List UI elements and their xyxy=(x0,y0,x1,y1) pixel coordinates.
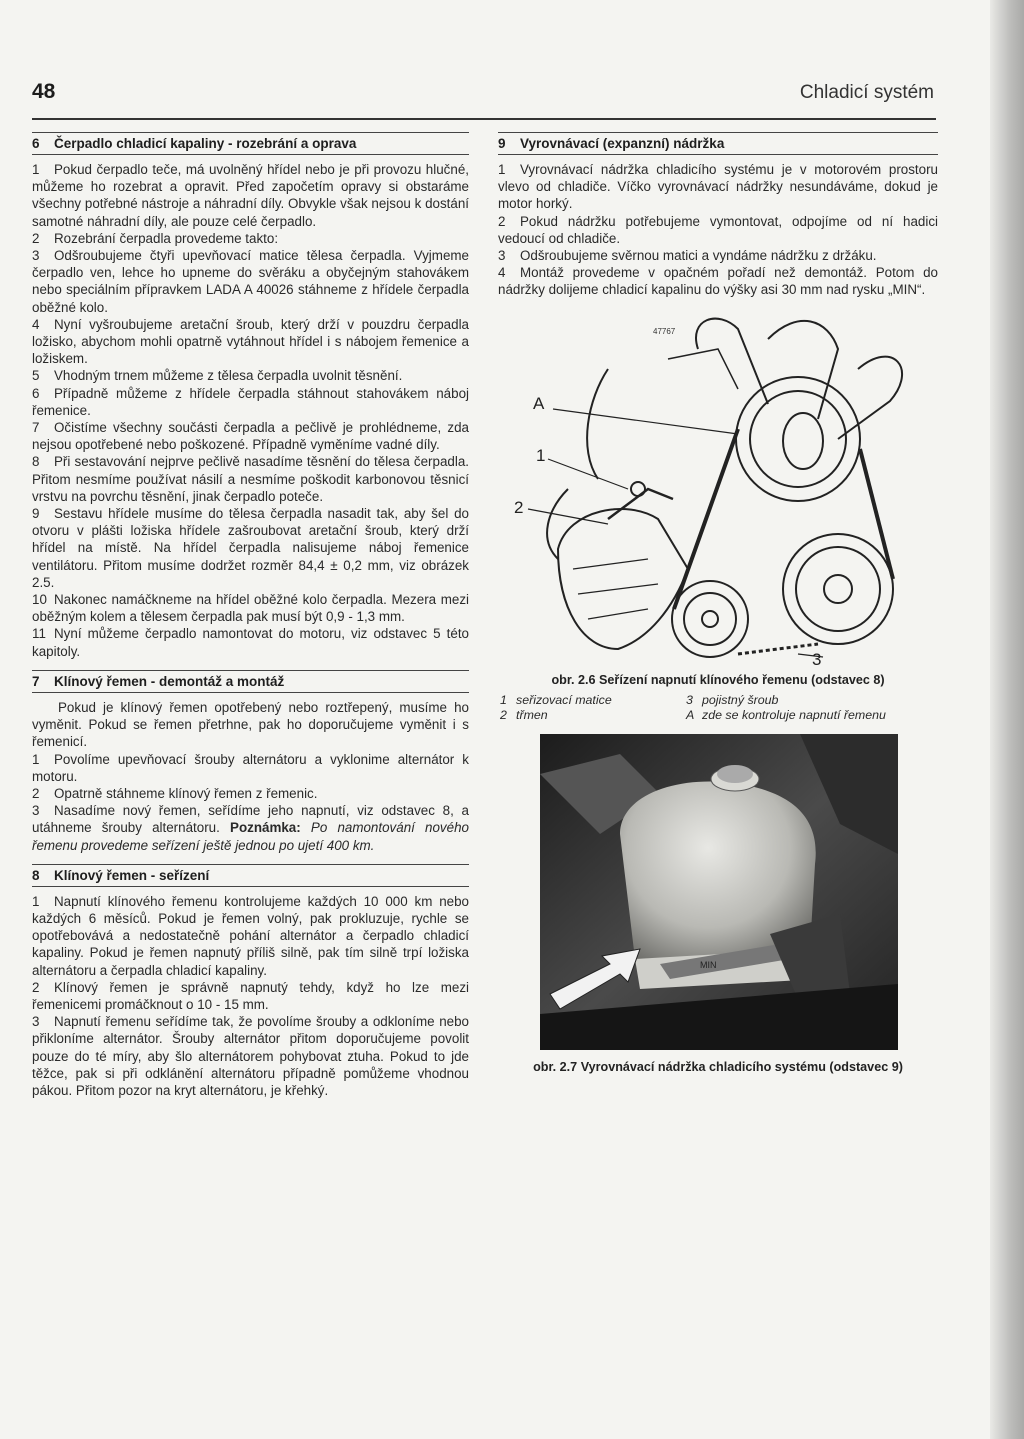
legend-value: zde se kontroluje napnutí řemenu xyxy=(702,707,886,722)
paragraph-text: Rozebrání čerpadla provedeme takto: xyxy=(54,230,279,246)
section-title: Klínový řemen - demontáž a montáž xyxy=(54,673,285,689)
paragraph-number: 1 xyxy=(498,162,506,177)
paragraph xyxy=(498,247,938,264)
paragraph-number: 3 xyxy=(498,248,506,264)
paragraph-number: 1 xyxy=(32,751,40,767)
label-3: 3 xyxy=(812,649,822,669)
paragraph-text: Montáž provedeme v opačném pořadí než demontáž. Potom do nádržky dolijeme chladicí kapalinu do výšky asi 30 mm nad rysku „MIN“. xyxy=(498,265,938,298)
paragraph xyxy=(32,785,469,802)
paragraph xyxy=(498,264,938,298)
tank-min-mark: MIN xyxy=(700,959,717,970)
legend-key: 2 xyxy=(500,707,507,722)
paragraph-text: Odšroubujeme svěrnou matici a vyndáme nádržku z držáku. xyxy=(520,248,877,264)
paragraph xyxy=(32,893,469,979)
paragraph-text: Nasadíme nový řemen, seřídíme jeho napnutí, viz odstavec 8, a utáhneme šrouby alternátoru. xyxy=(32,803,469,836)
figure-legend xyxy=(500,693,938,722)
paragraph xyxy=(32,1013,469,1099)
section-title: Klínový řemen - seřízení xyxy=(54,867,210,883)
paragraph xyxy=(32,161,469,230)
paragraph xyxy=(498,213,938,247)
paragraph-number: 8 xyxy=(32,454,40,470)
paragraph-text: Očistíme všechny součásti čerpadla a pečlivě je prohlédneme, zda nejsou opotřebené nebo poškozené. Případně vyměníme vadné díly. xyxy=(32,420,469,453)
label-1: 1 xyxy=(536,445,546,465)
paragraph-text: Při sestavování nejprve pečlivě nasadíme těsnění do tělesa čerpadla. Přitom nesmíme používat násilí a nesmíme poškodit karbonovou těsnicí vrstvu na povrchu těsnění, jinak čerpadlo poteče. xyxy=(32,454,469,504)
page-edge-shadow xyxy=(990,0,1024,1439)
paragraph-text: Pokud nádržku potřebujeme vymontovat, odpojíme od ní hadici vedoucí od chladiče. xyxy=(498,213,938,246)
paragraph-text: Napnutí řemenu seřídíme tak, že povolíme šrouby a odkloníme nebo přikloníme alternátor. Šrouby alternátor přitom doporučujeme povolit pouze do té míry, aby šlo alternátorem pohybovat ztuha. Pokud to jde těžce, pak si při odklánění alternátoru případně pomůžeme vhodnou pákou. Přitom pozor na kryt alternátoru, je křehký. xyxy=(32,1014,469,1098)
paragraph xyxy=(32,367,469,384)
paragraph-number: 1 xyxy=(32,893,40,909)
paragraph xyxy=(32,591,469,625)
paragraph-number: 7 xyxy=(32,420,40,436)
label-a: A xyxy=(533,393,545,413)
paragraph xyxy=(32,979,469,1013)
section-number: 7 xyxy=(32,673,40,689)
section-heading xyxy=(32,132,469,155)
paragraph-number: 5 xyxy=(32,368,40,384)
paragraph-number: 3 xyxy=(32,248,40,264)
paragraph-number: 10 xyxy=(32,592,47,608)
paragraph-number: 3 xyxy=(32,1014,40,1030)
label-2: 2 xyxy=(514,497,524,517)
running-title: Chladicí systém xyxy=(799,82,934,103)
belt-drawing xyxy=(498,309,938,669)
paragraph-number: 2 xyxy=(32,785,40,801)
paragraph-number: 4 xyxy=(32,316,40,332)
paragraph xyxy=(32,419,469,453)
left-column xyxy=(32,132,469,1109)
paragraph-number: 4 xyxy=(498,265,506,281)
section-heading xyxy=(498,132,938,155)
section-title: Čerpadlo chladicí kapaliny - rozebrání a oprava xyxy=(54,136,357,151)
paragraph-text: Opatrně stáhneme klínový řemen z řemenic. xyxy=(54,785,318,801)
note-label: Poznámka: xyxy=(230,820,301,836)
paragraph-number: 6 xyxy=(32,385,40,401)
section-title: Vyrovnávací (expanzní) nádržka xyxy=(520,136,725,151)
right-column xyxy=(498,132,938,1074)
paragraph-text: Pokud čerpadlo teče, má uvolněný hřídel nebo je při provozu hlučné, můžeme ho rozebrat a opravit. Před započetím opravy si obstaráme všechny potřebné nástroje a náhradní díly. Obvykle však nejsou k dostání samotné náhradní díly, ale pouze celé čerpadlo. xyxy=(32,162,469,229)
note-text: Po namontování nového řemenu provedeme seřízení ještě jednou po ujetí 400 km. xyxy=(32,820,469,853)
section-number: 9 xyxy=(498,136,506,151)
figure-belt-tension xyxy=(498,309,938,669)
paragraph-number: 2 xyxy=(32,979,40,995)
paragraph xyxy=(32,751,469,785)
paragraph xyxy=(32,453,469,505)
paragraph-number: 2 xyxy=(32,230,40,246)
paragraph xyxy=(32,385,469,419)
legend-value: pojistný šroub xyxy=(702,692,779,707)
tank-photo xyxy=(540,734,898,1050)
section-heading xyxy=(32,670,469,693)
header-rule xyxy=(32,118,936,120)
photo-expansion-tank xyxy=(540,734,898,1050)
paragraph-number: 1 xyxy=(32,162,40,177)
paragraph-number: 11 xyxy=(32,626,46,642)
paragraph-text: Sestavu hřídele musíme do tělesa čerpadla nasadit tak, aby šel do otvoru v plášti ložiska hřídele zašroubovat aretační šroub, který drží hřídel na místě. Na hřídel čerpadla nalisujeme náboj řemenice ventilátoru. Přitom musíme dodržet rozměr 84,4 ± 0,2 mm, viz obrázek 2.5. xyxy=(32,506,469,590)
figure-caption: obr. 2.6 Seřízení napnutí klínového řemenu (odstavec 8) xyxy=(551,672,885,687)
paragraph-text: Vyrovnávací nádržka chladicího systému je v motorovém prostoru vlevo od chladiče. Víčko vyrovnávací nádržky nesundáváme, dokud je motor horký. xyxy=(498,162,938,212)
section-number: 6 xyxy=(32,136,40,151)
paragraph xyxy=(32,505,469,591)
section-8 xyxy=(32,864,469,1099)
paragraph xyxy=(32,802,469,854)
paragraph xyxy=(32,247,469,316)
paragraph-text: Povolíme upevňovací šrouby alternátoru a vyklonime alternátor k motoru. xyxy=(32,751,469,784)
paragraph-number: 3 xyxy=(32,803,40,819)
paragraph-number: 2 xyxy=(498,213,506,229)
paragraph-text: Nyní můžeme čerpadlo namontovat do motoru, viz odstavec 5 této kapitoly. xyxy=(32,626,469,659)
legend-value: třmen xyxy=(516,707,548,722)
paragraph-text: Klínový řemen je správně napnutý tehdy, když ho lze mezi řemenicemi promáčknout o 10 - 15 mm. xyxy=(32,979,469,1012)
legend-key: 3 xyxy=(686,692,693,707)
paragraph-text: Nyní vyšroubujeme aretační šroub, který drží v pouzdru čerpadla ložisko, abychom mohli opatrně vytáhnout hřídel i s nábojem řemenice a ložiskem. xyxy=(32,316,469,367)
legend-key: 1 xyxy=(500,692,507,707)
paragraph xyxy=(32,625,469,659)
section-6 xyxy=(32,132,469,660)
paragraph-text: Vhodným trnem můžeme z tělesa čerpadla uvolnit těsnění. xyxy=(54,368,403,384)
paragraph xyxy=(32,230,469,247)
paragraph-text: Nakonec namáčkneme na hřídel oběžné kolo čerpadla. Mezera mezi oběžným kolem a tělesem čerpadla pak musí být 0,9 - 1,3 mm. xyxy=(32,592,469,625)
page-number: 48 xyxy=(32,80,56,103)
section-heading xyxy=(32,864,469,887)
paragraph-intro: Pokud je klínový řemen opotřebený nebo roztřepený, musíme ho vyměnit. Pokud se řemen přetrhne, pak ho doporučujeme vyměnit i s řemenicí. xyxy=(32,699,469,750)
figure-code: 47767 xyxy=(653,326,676,336)
legend-key: A xyxy=(686,707,695,722)
paragraph-number: 9 xyxy=(32,506,40,522)
section-number: 8 xyxy=(32,867,40,883)
paragraph xyxy=(498,161,938,213)
legend-value: seřizovací matice xyxy=(516,692,612,707)
paragraph-text: Odšroubujeme čtyři upevňovací matice tělesa čerpadla. Vyjmeme čerpadlo ven, lehce ho upneme do svěráku a obyčejným stahovákem nebo speciálním přípravkem LADA A 40026 stáhneme z hřídele čerpadla oběžné kolo. xyxy=(32,248,469,315)
paragraph xyxy=(32,316,469,368)
section-9 xyxy=(498,132,938,299)
figure-caption: obr. 2.7 Vyrovnávací nádržka chladicího systému (odstavec 9) xyxy=(533,1059,903,1074)
section-7 xyxy=(32,670,469,854)
paragraph-text: Napnutí klínového řemenu kontrolujeme každých 10 000 km nebo každých 6 měsíců. Pokud je řemen volný, pak prokluzuje, rychle se opotřebovává a nedostatečně pohání alternátor a čerpadlo chladicí kapaliny. Pokud je řemen napnutý příliš silně, pak tím silně trpí ložiska alternátoru a čerpadla chladicí kapaliny. xyxy=(32,893,469,978)
page-header xyxy=(32,80,934,106)
paragraph-text: Případně můžeme z hřídele čerpadla stáhnout stahovákem náboj řemenice. xyxy=(32,385,469,418)
